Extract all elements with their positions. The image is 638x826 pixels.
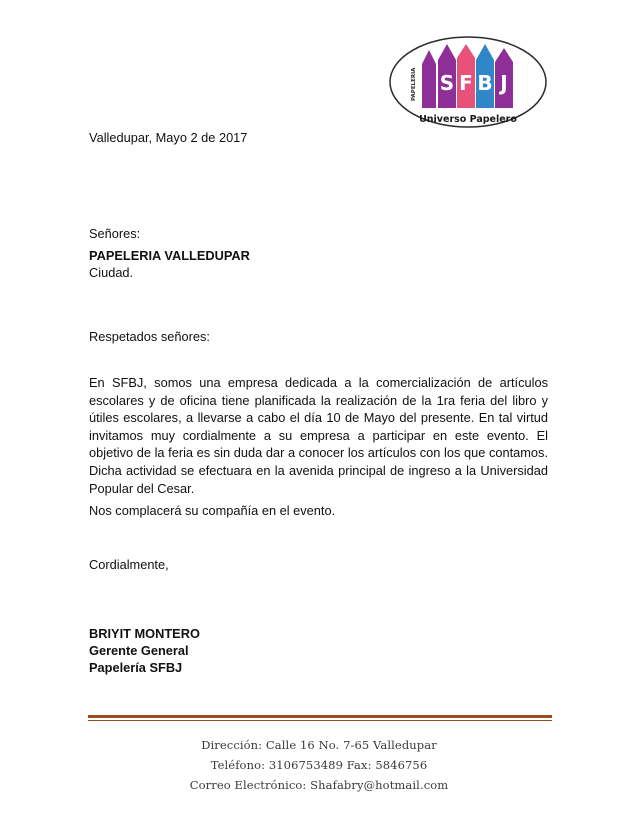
- footer-address: Dirección: Calle 16 No. 7-65 Valledupar: [201, 738, 437, 752]
- footer-phone: Teléfono: 3106753489 Fax: 5846756: [210, 758, 428, 772]
- svg-text:Universo Papelero: Universo Papelero: [419, 114, 517, 125]
- closing-line: Nos complacerá su compañía en el evento.: [89, 503, 336, 518]
- signer-title: Gerente General: [89, 643, 189, 658]
- recipient-name: PAPELERIA VALLEDUPAR: [89, 247, 250, 263]
- footer: [0, 735, 638, 795]
- signature-block: [89, 625, 548, 676]
- recipient-city: Ciudad.: [89, 265, 134, 280]
- svg-text:B: B: [477, 71, 493, 95]
- valediction: Cordialmente,: [89, 557, 169, 572]
- letter-body: En SFBJ, somos una empresa dedicada a la comercialización de artículos escolares y de oficina tiene planificada la realización de la 1ra feria del libro y útiles escolares, a llevarse a cabo el día 10 de Mayo del presente. En tal virtud invitamos muy cordialmente a su empresa a participar en este evento. El objetivo de la feria es sin duda dar a conocer los artículos con los que contamos. Dicha actividad se efectuara en la avenida principal de ingreso a la Universidad Popular del Cesar.: [89, 375, 548, 496]
- signer-name: BRIYIT MONTERO: [89, 626, 200, 641]
- letter-date: Valledupar, Mayo 2 de 2017: [89, 130, 248, 145]
- svg-text:PAPELERIA: PAPELERIA: [411, 67, 417, 101]
- svg-text:S: S: [439, 71, 455, 95]
- svg-text:F: F: [459, 71, 473, 95]
- sfbj-logo-graphic: [388, 34, 548, 130]
- svg-text:J: J: [500, 71, 508, 95]
- footer-email: Correo Electrónico: Shafabry@hotmail.com: [189, 778, 449, 792]
- signer-company: Papelería SFBJ: [89, 660, 183, 675]
- salutation-to: Señores:: [89, 226, 141, 241]
- company-logo: [388, 34, 548, 130]
- greeting: Respetados señores:: [89, 329, 210, 344]
- footer-divider-thin: [88, 720, 552, 721]
- addressee-block: [89, 225, 548, 282]
- footer-divider-thick: [88, 715, 552, 718]
